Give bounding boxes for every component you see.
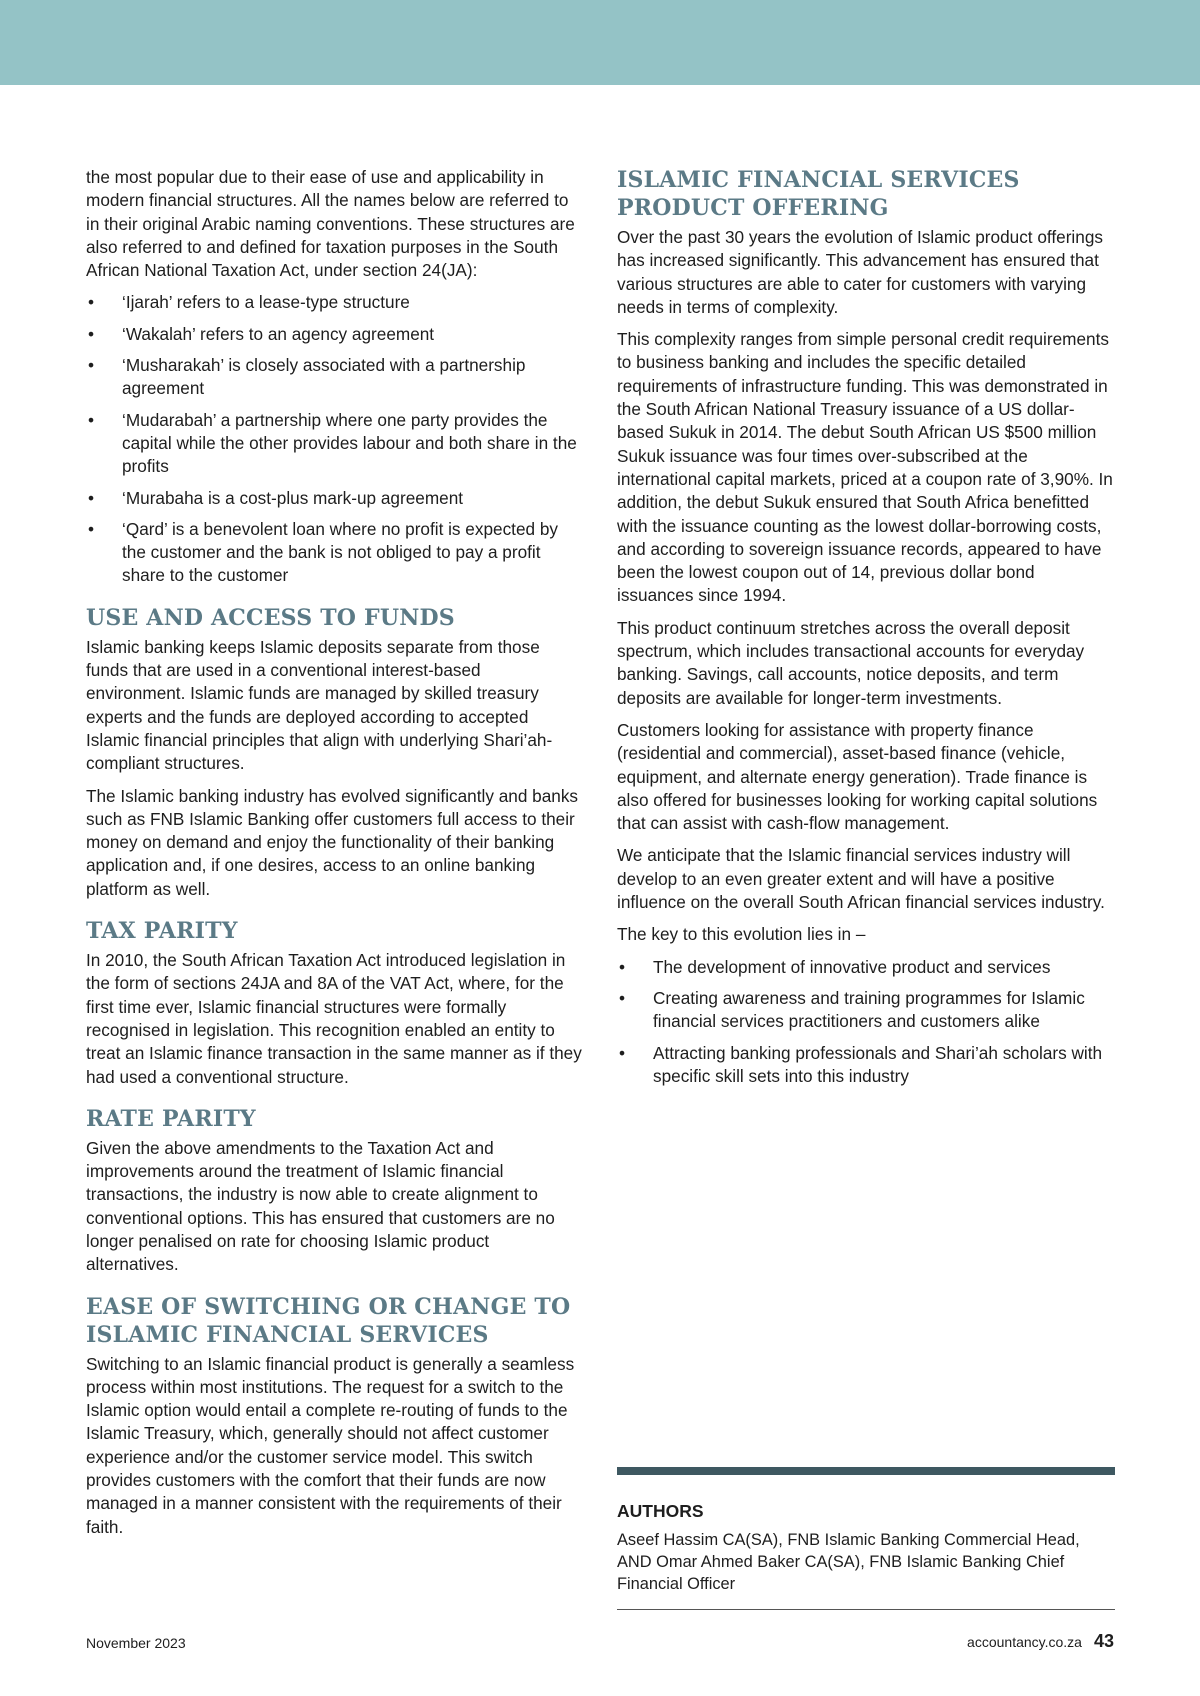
rate-parity-paragraph: Given the above amendments to the Taxation Act and improvements around the treatment of Islamic financial transactions, the industry is now able to create alignment to conventional options. This has ensured that customers are no longer penalised on rate for choosing Islamic product alternatives.	[86, 1137, 555, 1275]
footer-right	[967, 1630, 1114, 1653]
tax-parity-paragraph: In 2010, the South African Taxation Act introduced legislation in the form of sections 24JA and 8A of the VAT Act, where, for the first time ever, Islamic financial structures were formally recognised in legislation. This recognition enabled an entity to treat an Islamic finance transaction in the same manner as if they had used a conventional structure.	[86, 950, 582, 1087]
header-band	[0, 0, 1200, 85]
list-item: • ‘Musharakah’ is closely associated with a partnership agreement	[88, 355, 526, 399]
switching-paragraph: Switching to an Islamic financial product is generally a seamless process within most institutions. The request for a switch to the Islamic option would entail a complete re-routing of funds to the Islamic Treasury, which, generally should not affect customer experience and/or the customer service model. This switch provides customers with the comfort that their funds are now managed in a manner consistent with the requirements of their faith.	[86, 1353, 575, 1537]
left-column	[86, 166, 584, 1548]
bullet-icon: •	[88, 292, 95, 313]
bullet-icon: •	[619, 956, 626, 977]
product-paragraph-4: Customers looking for assistance with property finance (residential and commercial), asset-based finance (vehicle, equipment, and alternate energy generation). Trade finance is also offered for businesses looking for working capital solutions that can assist with cash-flow management.	[617, 719, 1098, 834]
switching-heading: EASE OF SWITCHING OR CHANGE TO ISLAMIC FINANCIAL SERVICES	[86, 1293, 571, 1348]
list-item: • Creating awareness and training programmes for Islamic financial services practitioners and customers alike	[619, 987, 1085, 1032]
list-item: • ‘Qard’ is a benevolent loan where no profit is expected by the customer and the bank is not obliged to pay a profit share to the customer	[88, 518, 558, 586]
product-paragraph-1: Over the past 30 years the evolution of Islamic product offerings has increased significantly. This advancement has ensured that various structures are able to cater for customers with varying needs in terms of complexity.	[617, 227, 1103, 317]
list-item: • Attracting banking professionals and Shari’ah scholars with specific skill sets into this industry	[619, 1042, 1103, 1086]
authors-divider	[617, 1467, 1115, 1475]
bullet-icon: •	[88, 518, 95, 539]
list-item: • ‘Murabaha is a cost-plus mark-up agreement	[86, 487, 584, 510]
product-paragraph-6: The key to this evolution lies in –	[617, 924, 866, 945]
footer-site: accountancy.co.za	[967, 1634, 1082, 1650]
bullet-icon: •	[88, 355, 95, 376]
authors-bottom-rule	[617, 1609, 1115, 1610]
bullet-icon: •	[88, 409, 95, 430]
use-access-heading: USE AND ACCESS TO FUNDS	[86, 604, 455, 631]
intro-paragraph: the most popular due to their ease of use and applicability in modern financial structures. All the names below are referred to in their original Arabic naming conventions. These structures are also referred to and defined for taxation purposes in the South African National Taxation Act, under section 24(JA):	[86, 167, 575, 281]
page-number: 43	[1093, 1631, 1114, 1651]
list-item: • ‘Mudarabah’ a partnership where one party provides the capital while the other provides labour and both share in the profits	[88, 409, 577, 477]
product-paragraph-3: This product continuum stretches across the overall deposit spectrum, which includes transactional accounts for everyday banking. Savings, call accounts, notice deposits, and term deposits are available for longer-term investments.	[617, 617, 1085, 708]
tax-parity-heading: TAX PARITY	[86, 918, 238, 945]
bullet-icon: •	[619, 1042, 626, 1063]
evolution-list	[617, 956, 1115, 1088]
rate-parity-heading: RATE PARITY	[86, 1105, 256, 1132]
product-paragraph-2: This complexity ranges from simple personal credit requirements to business banking and includes the specific detailed requirements of infrastructure funding. This was demonstrated in the South African National Treasury issuance of a US dollar-based Sukuk in 2014. The debut South African US $500 million Sukuk issuance was four times over-subscribed at the international capital markets, priced at a coupon rate of 3,90%. In addition, the debut Sukuk ensured that South Africa benefitted with the issuance counting as the lowest dollar-borrowing costs, and according to sovereign issuance records, appeared to have been the lowest coupon out of 14, previous dollar bond issuances since 1994.	[617, 329, 1113, 606]
structure-list	[86, 291, 584, 587]
footer-date: November 2023	[86, 1635, 186, 1651]
list-item: • ‘Wakalah’ refers to an agency agreement	[86, 323, 584, 346]
bullet-icon: •	[88, 487, 95, 508]
use-access-paragraph-2: The Islamic banking industry has evolved significantly and banks such as FNB Islamic Banking offer customers full access to their money on demand and enjoy the functionality of their banking application and, if one desires, access to an online banking platform as well.	[86, 785, 579, 899]
right-column	[617, 166, 1115, 1097]
authors-title: AUTHORS	[617, 1501, 704, 1521]
product-paragraph-5: We anticipate that the Islamic financial services industry will develop to an even greater extent and will have a positive influence on the overall South African financial services industry.	[617, 845, 1105, 913]
list-item: • The development of innovative product and services	[617, 956, 1115, 979]
bullet-icon: •	[88, 323, 95, 344]
list-item: • ‘Ijarah’ refers to a lease-type structure	[86, 291, 584, 314]
product-offering-heading: ISLAMIC FINANCIAL SERVICES PRODUCT OFFERING	[617, 167, 1020, 221]
bullet-icon: •	[619, 987, 626, 1008]
authors-text: Aseef Hassim CA(SA), FNB Islamic Banking Commercial Head, AND Omar Ahmed Baker CA(SA), FNB Islamic Banking Chief Financial Officer	[617, 1531, 1080, 1593]
use-access-paragraph-1: Islamic banking keeps Islamic deposits separate from those funds that are used in a conventional interest-based environment. Islamic funds are managed by skilled treasury experts and the funds are deployed according to accepted Islamic financial principles that align with underlying Shari’ah-compliant structures.	[86, 636, 553, 774]
